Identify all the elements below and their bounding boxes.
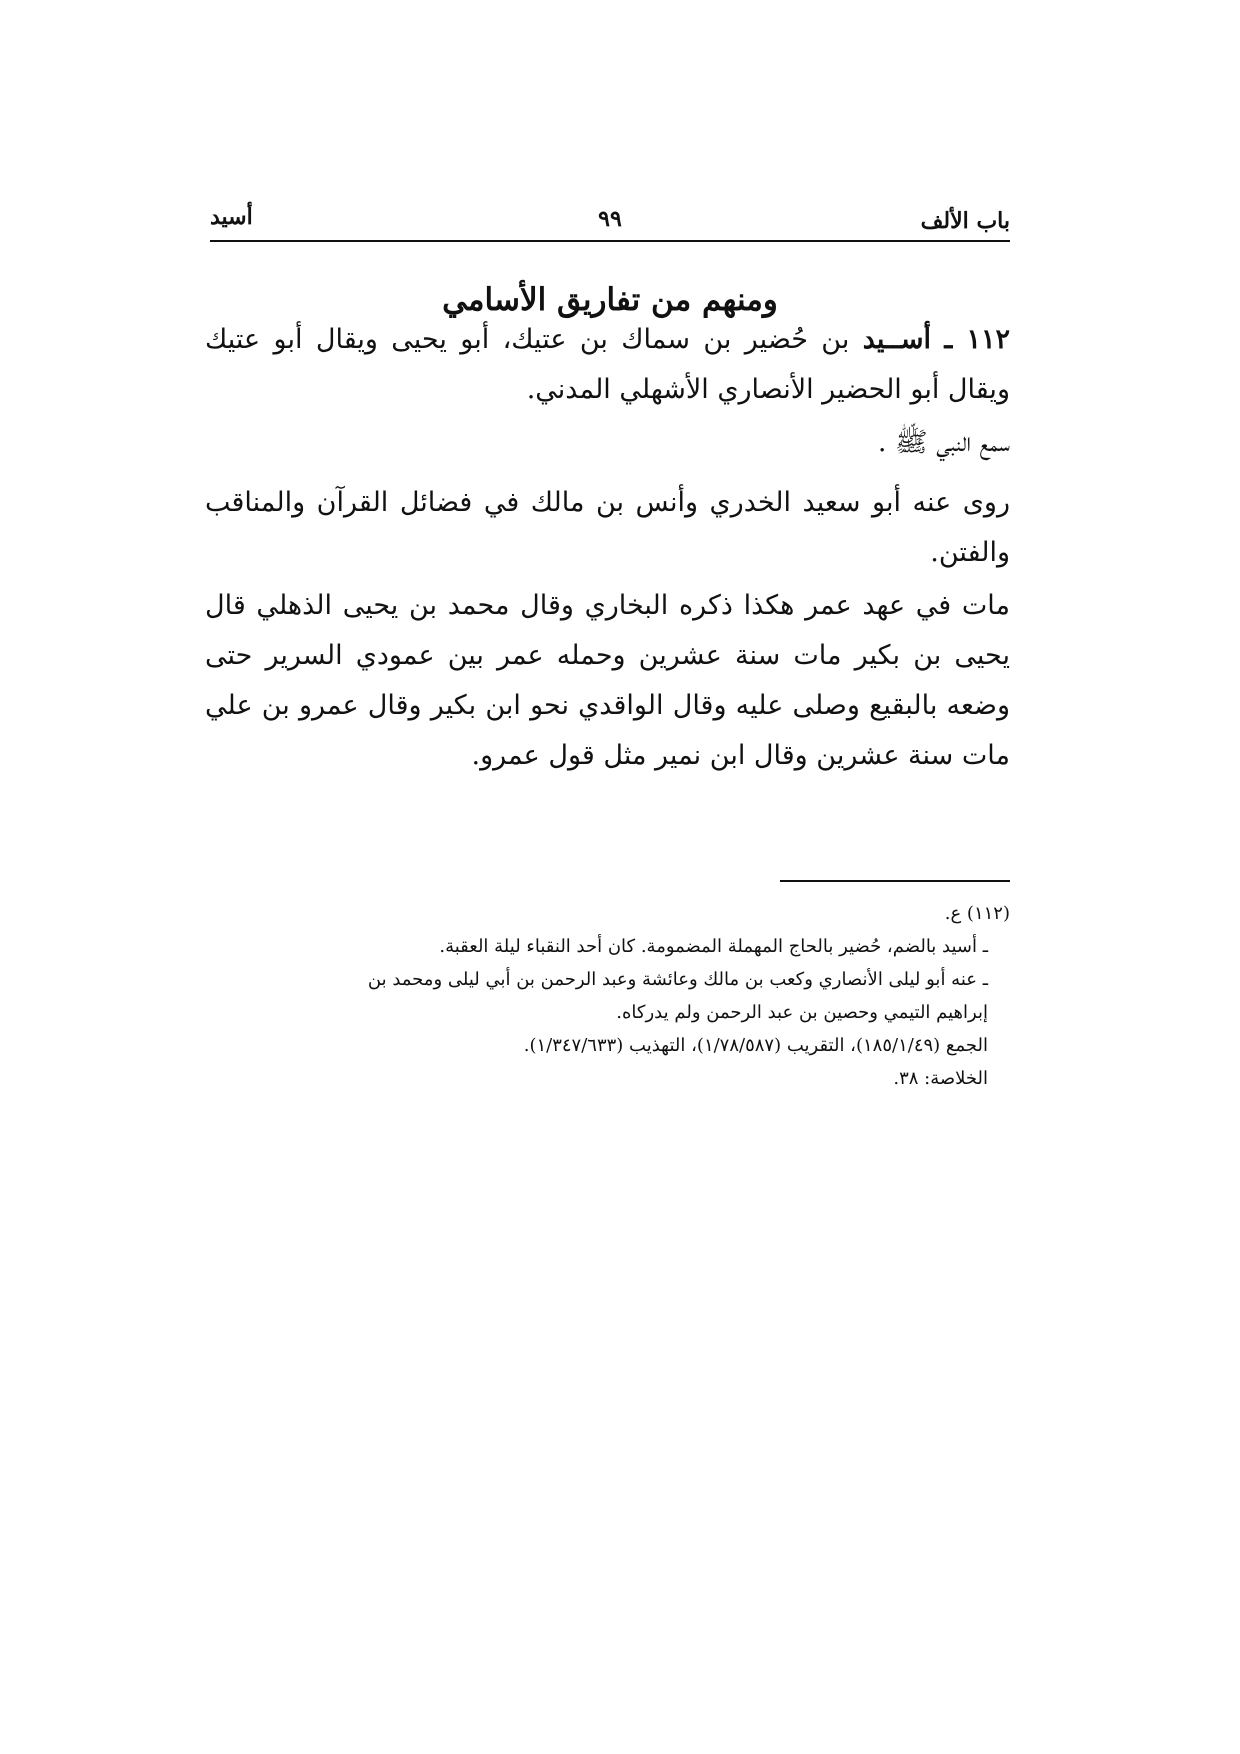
footnote-line: الجمع (١٨٥/١/٤٩)، التقريب (١/٧٨/٥٨٧)، التهذيب (١/٣٤٧/٦٣٣). [523,1035,988,1056]
entry-death: مات في عهد عمر هكذا ذكره البخاري وقال محمد بن يحيى الذهلي قال يحيى بن بكير مات سنة عشرين وحمله عمر بين عمودي السرير حتى وضعه بالبقيع وصلى عليه وقال الواقدي نحو ابن بكير وقال عمرو بن علي مات سنة عشرين وقال ابن نمير مثل قول عمرو. [205,590,1010,771]
footnote-ref: (١١٢) ع. [944,903,1010,924]
footnote-line: ـ أسيد بالضم، حُضير بالحاج المهملة المضمومة. كان أحد النقباء ليلة العقبة. [439,936,988,957]
entry-number: ١١٢ ـ [944,324,1010,355]
footnote-line: إبراهيم التيمي وحصين بن عبد الرحمن ولم يدركاه. [616,1002,988,1023]
footnotes [205,897,1010,1095]
entry-narrators: روى عنه أبو سعيد الخدري وأنس بن مالك في فضائل القرآن والمناقب والفتن. [205,487,1010,568]
entry-keyword: أسيد [210,204,253,230]
section-title: ومنهم من تفاريق الأسامي [442,282,778,318]
entry-heard: سمع النبي ﷺ . [877,427,1010,458]
page-number: ٩٩ [598,206,622,232]
entry-name: أســيد [862,324,931,355]
chapter-title: باب الألف [920,208,1010,234]
header-rule [210,240,1010,242]
entry-intro [205,315,1010,415]
footnote-line: ـ عنه أبو ليلى الأنصاري وكعب بن مالك وعائشة وعبد الرحمن بن أبي ليلى ومحمد بن [367,969,988,990]
running-header [210,200,1010,240]
footnote-line: الخلاصة: ٣٨. [893,1068,988,1089]
entry-lineage: بن حُضير بن سماك بن عتيك، أبو يحيى ويقال أبو عتيك ويقال أبو الحضير الأنصاري الأشهلي المدني. [205,324,1010,405]
footnote-rule [780,880,1010,882]
